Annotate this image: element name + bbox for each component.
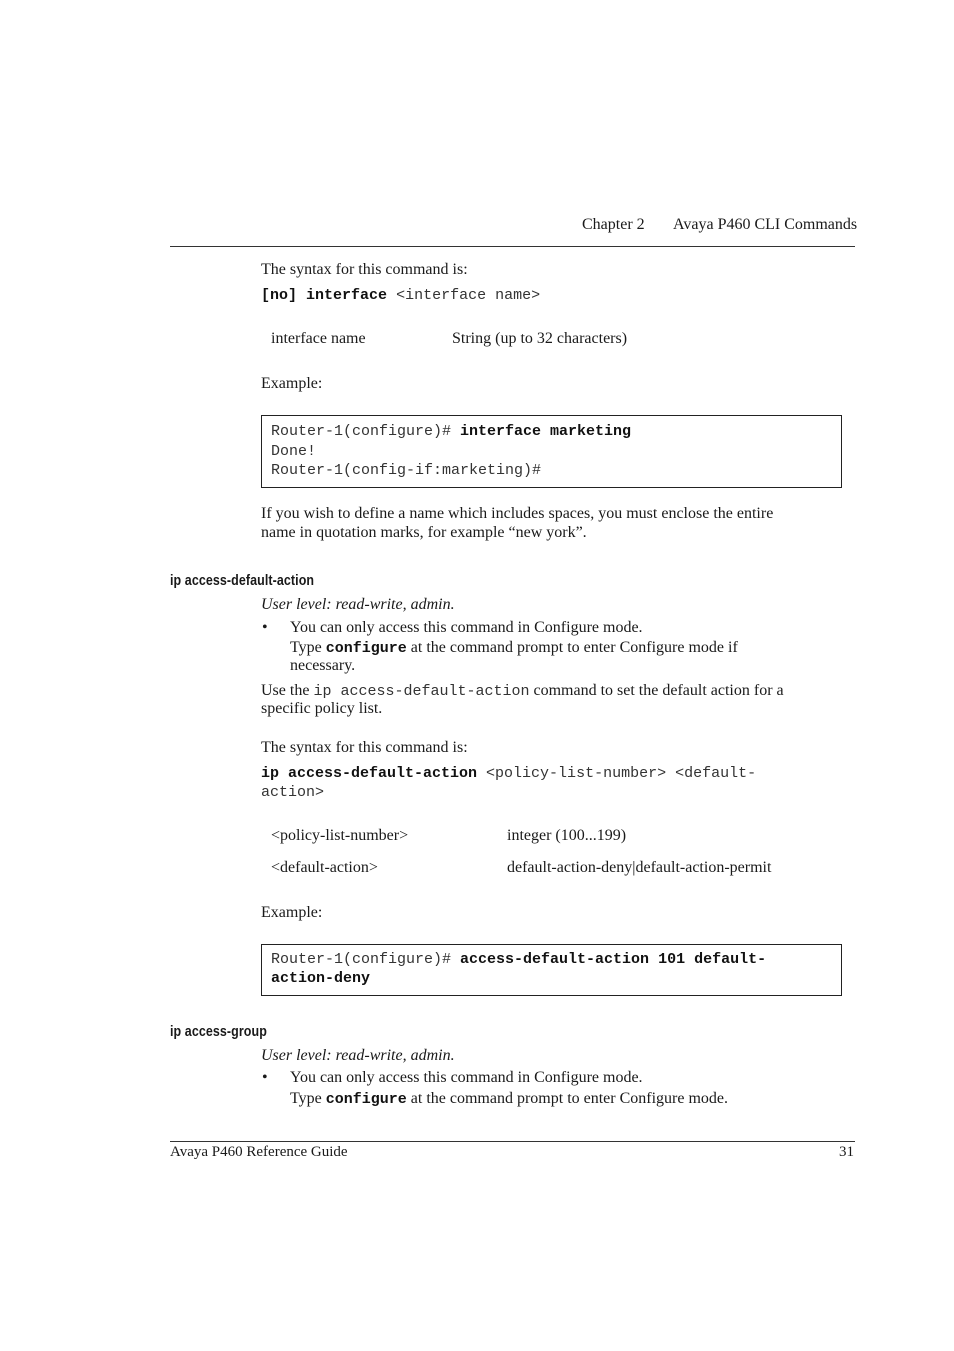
- code-line-1: [271, 422, 631, 441]
- bullet-type-text: Type: [290, 639, 326, 656]
- user-level: User level: read-write, admin.: [261, 1047, 455, 1064]
- bullet-line-2: [290, 1089, 728, 1109]
- param-value: default-action-deny|default-action-permit: [507, 859, 772, 876]
- bullet-line-1: You can only access this command in Configure mode.: [290, 1069, 643, 1086]
- param-value: String (up to 32 characters): [452, 330, 628, 347]
- use-pre: Use the: [261, 682, 314, 699]
- syntax-line-1: [261, 764, 756, 783]
- code-line-2: Done!: [271, 443, 317, 460]
- code-line-1: [271, 950, 766, 969]
- bullet-rest-text: at the command prompt to enter Configure mode if: [406, 639, 738, 656]
- footer-rule: [170, 1141, 855, 1142]
- bullet-dot: •: [262, 619, 268, 636]
- section-title: ip access-default-action: [170, 573, 315, 589]
- syntax-command: interface: [306, 287, 388, 304]
- syntax-argument: <interface name>: [396, 287, 541, 304]
- note-line-2: name in quotation marks, for example “new york”.: [261, 524, 587, 541]
- header-rule: [170, 246, 855, 247]
- use-line-1: [261, 681, 784, 701]
- use-command: ip access-default-action: [313, 683, 530, 700]
- code-command-continued: action-deny: [271, 970, 371, 987]
- code-line-2: [271, 969, 370, 988]
- code-prompt: Router-1(configure)#: [271, 423, 461, 440]
- bullet-line-2: [290, 638, 738, 658]
- note-line-1: If you wish to define a name which includes spaces, you must enclose the entire: [261, 505, 774, 522]
- param-value: integer (100...199): [507, 827, 627, 844]
- code-command: access-default-action 101 default-: [460, 951, 767, 968]
- syntax-intro: The syntax for this command is:: [261, 261, 468, 278]
- bullet-dot: •: [262, 1069, 268, 1086]
- syntax-line-2: action>: [261, 784, 325, 801]
- use-post: command to set the default action for a: [529, 682, 784, 699]
- use-line-2: specific policy list.: [261, 700, 383, 717]
- syntax-command: ip access-default-action: [261, 765, 478, 782]
- example-code-box: [261, 944, 842, 996]
- running-header-title: Avaya P460 CLI Commands: [673, 216, 858, 233]
- code-command: interface marketing: [460, 423, 632, 440]
- bullet-type-text: Type: [290, 1090, 326, 1107]
- param-name: <policy-list-number>: [271, 827, 409, 844]
- configure-command: configure: [325, 640, 407, 657]
- example-code-box: [261, 415, 842, 488]
- syntax-argument: <policy-list-number> <default-: [477, 765, 757, 782]
- example-label: Example:: [261, 375, 323, 392]
- syntax-intro: The syntax for this command is:: [261, 739, 468, 756]
- bullet-line-3: necessary.: [290, 657, 356, 674]
- example-label: Example:: [261, 904, 323, 921]
- footer-guide-title: Avaya P460 Reference Guide: [170, 1144, 348, 1160]
- user-level: User level: read-write, admin.: [261, 596, 455, 613]
- page-number: 31: [839, 1144, 854, 1160]
- syntax-no: [no]: [261, 287, 298, 304]
- bullet-rest-text: at the command prompt to enter Configure mode.: [406, 1090, 729, 1107]
- code-prompt: Router-1(configure)#: [271, 951, 461, 968]
- running-header-chapter: Chapter 2: [582, 216, 645, 233]
- code-line-3: Router-1(config-if:marketing)#: [271, 462, 542, 479]
- bullet-line-1: You can only access this command in Configure mode.: [290, 619, 643, 636]
- section-title: ip access-group: [170, 1024, 267, 1040]
- syntax-line: [261, 286, 540, 305]
- configure-command: configure: [325, 1091, 407, 1108]
- param-name: interface name: [271, 330, 366, 347]
- param-name: <default-action>: [271, 859, 378, 876]
